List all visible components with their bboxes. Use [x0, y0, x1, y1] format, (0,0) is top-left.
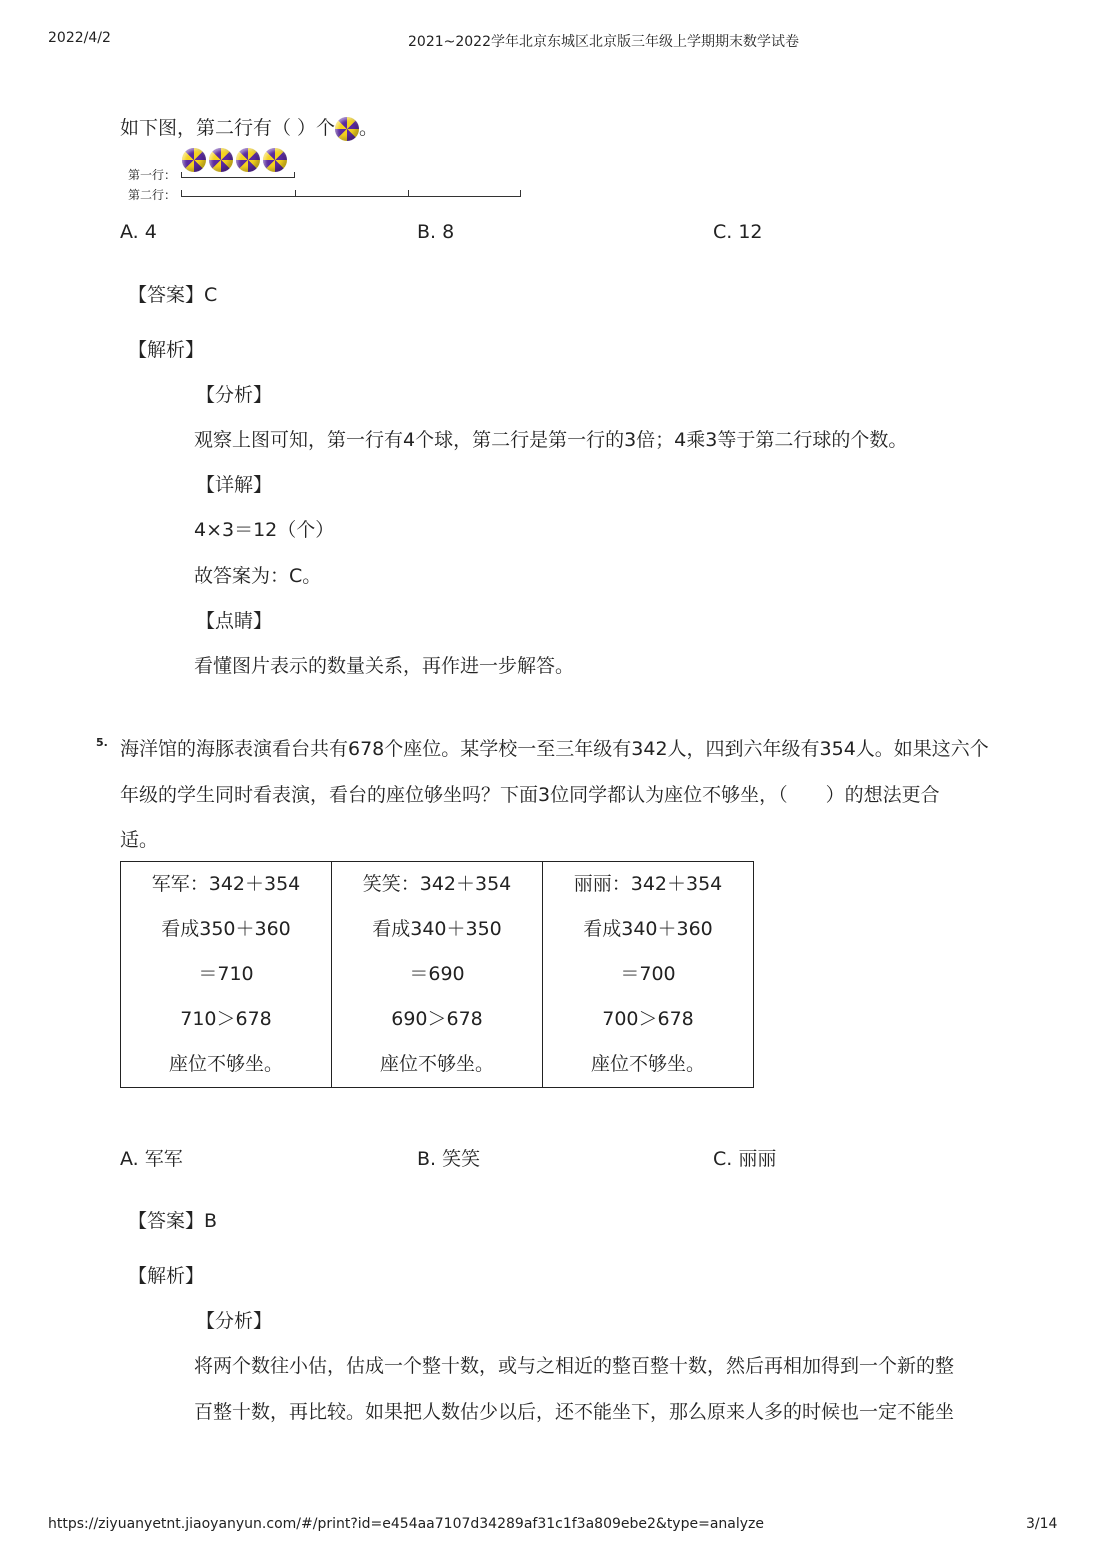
estimation-table [120, 861, 754, 1088]
q5-option-b[interactable]: B. 笑笑 [417, 1148, 481, 1170]
segment-tick [520, 190, 521, 197]
ball-icon [236, 148, 260, 172]
q5-fenxi-line1: 将两个数往小估，估成一个整十数，或与之相近的整百整十数，然后再相加得到一个新的整 [194, 1355, 955, 1377]
cell-line: 710＞678 [180, 1008, 272, 1030]
q5-stem-line3: 适。 [120, 829, 159, 851]
cell-line: 看成340＋360 [583, 918, 713, 940]
q5-analysis-heading: 【解析】 [128, 1265, 205, 1287]
cell-line: 看成340＋350 [372, 918, 502, 940]
q5-fenxi-heading: 【分析】 [196, 1310, 273, 1332]
cell-line: 笑笑：342＋354 [362, 873, 512, 895]
segment-tick [408, 190, 409, 197]
cell-line: 座位不够坐。 [590, 1053, 705, 1075]
cell-line: 690＞678 [391, 1008, 483, 1030]
row1-segment [181, 177, 295, 178]
segment-tick [295, 190, 296, 197]
q4-stem-after: 。 [359, 117, 379, 139]
cell-line: 看成350＋360 [161, 918, 291, 940]
ball-icon [335, 117, 359, 141]
q4-xiangjie-heading: 【详解】 [196, 474, 273, 496]
q5-option-c[interactable]: C. 丽丽 [713, 1148, 777, 1170]
q4-dianjing-text: 看懂图片表示的数量关系，再作进一步解答。 [194, 655, 575, 677]
cell-line: 座位不够坐。 [168, 1053, 283, 1075]
print-date: 2022/4/2 [48, 30, 111, 46]
cell-line: ＝690 [409, 963, 465, 985]
q4-analysis-heading: 【解析】 [128, 339, 205, 361]
q5-stem-line2: 年级的学生同时看表演，看台的座位够坐吗？下面3位同学都认为座位不够坐，（ ）的想法更合 [120, 784, 940, 806]
table-row [121, 862, 754, 1088]
row2-label: 第二行： [128, 188, 177, 202]
page-title: 2021~2022学年北京东城区北京版三年级上学期期末数学试卷 [408, 34, 799, 50]
q4-stem [120, 116, 378, 141]
q5-answer: 【答案】B [128, 1210, 218, 1232]
ball-icon [182, 148, 206, 172]
q4-fenxi-text: 观察上图可知，第一行有4个球，第二行是第一行的3倍；4乘3等于第二行球的个数。 [194, 429, 908, 451]
cell-line: ＝710 [198, 963, 254, 985]
row1-balls [182, 148, 287, 172]
cell-line: 丽丽：342＋354 [573, 873, 723, 895]
cell-line: ＝700 [620, 963, 676, 985]
q4-option-b[interactable]: B. 8 [417, 221, 455, 243]
table-cell-lili [543, 862, 754, 1088]
q4-stem-before: 如下图，第二行有（ ）个 [120, 117, 336, 139]
q4-xiangjie-line1: 4×3＝12（个） [194, 519, 335, 541]
footer-url[interactable]: https://ziyuanyetnt.jiaoyanyun.com/#/print?id=e454aa7107d34289af31c1f3a809ebe2&type=analyze [48, 1516, 764, 1532]
q4-fenxi-heading: 【分析】 [196, 384, 273, 406]
cell-line: 军军：342＋354 [151, 873, 301, 895]
table-cell-xiaoxiao [332, 862, 543, 1088]
q5-option-a[interactable]: A. 军军 [120, 1148, 183, 1170]
q4-option-a[interactable]: A. 4 [120, 221, 157, 243]
cell-line: 700＞678 [602, 1008, 694, 1030]
q5-number: 5. [96, 736, 108, 749]
ball-icon [209, 148, 233, 172]
q4-option-c[interactable]: C. 12 [713, 221, 763, 243]
q4-dianjing-heading: 【点睛】 [196, 610, 273, 632]
q4-answer: 【答案】C [128, 284, 218, 306]
segment-tick [181, 190, 182, 197]
table-cell-junjun [121, 862, 332, 1088]
row2-segment [181, 196, 521, 197]
row1-label: 第一行： [128, 168, 177, 182]
segment-tick [181, 172, 182, 178]
segment-tick [294, 172, 295, 178]
q4-xiangjie-line2: 故答案为：C。 [194, 565, 322, 587]
cell-line: 座位不够坐。 [379, 1053, 494, 1075]
ball-icon [263, 148, 287, 172]
q5-fenxi-line2: 百整十数，再比较。如果把人数估少以后，还不能坐下，那么原来人多的时候也一定不能坐 [194, 1401, 955, 1423]
q5-stem-line1: 海洋馆的海豚表演看台共有678个座位。某学校一至三年级有342人，四到六年级有354人。如果这六个 [120, 738, 989, 760]
page-number: 3/14 [1026, 1516, 1058, 1532]
